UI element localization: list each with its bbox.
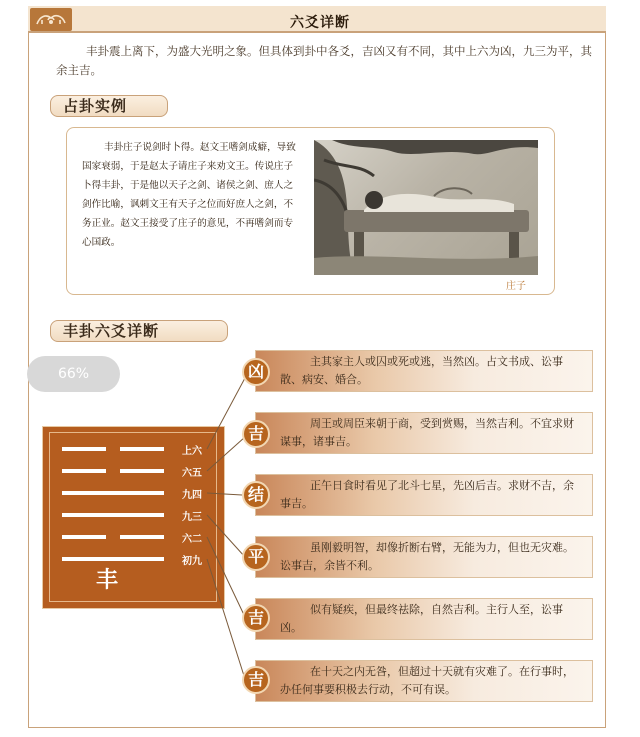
section-title-example: 占卦实例 (50, 95, 168, 117)
section-title-lines: 丰卦六爻详断 (50, 320, 228, 342)
verdict-badge: 吉 (242, 604, 270, 632)
progress-badge: 66% (27, 356, 120, 392)
intro-paragraph: 丰卦震上离下，为盛大光明之象。但具体到卦中各爻，吉凶又有不同，其中上六为凶，九三为平，其余主吉。 (56, 44, 592, 77)
line-description: 正午日食时看见了北斗七星，先凶后吉。求财不吉，余事吉。 (255, 474, 593, 516)
line-description: 虽刚毅明智，却像折断右臂，无能为力，但也无灾难。讼事吉，余皆不利。 (255, 536, 593, 578)
verdict-badge: 吉 (242, 420, 270, 448)
line-description: 周王或周臣来朝于商，受到赏赐，当然吉利。不宜求财谋事，诸事吉。 (255, 412, 593, 454)
verdict-badge: 吉 (242, 666, 270, 694)
line-label: 上六 (182, 446, 202, 457)
line-label: 初九 (182, 556, 202, 567)
verdict-badge: 平 (242, 543, 270, 571)
line-label: 九四 (182, 490, 202, 501)
hexagram-name: 丰 (96, 568, 119, 593)
line-description: 主其家主人或囚或死或逃，当然凶。占文书成、讼事散、病安、婚合。 (255, 350, 593, 392)
verdict-badge: 结 (242, 481, 270, 509)
line-description: 似有疑疾，但最终祛除，自然吉利。主行人至，讼事凶。 (255, 598, 593, 640)
line-label: 九三 (182, 512, 202, 523)
page-title: 六爻详断 (290, 15, 350, 31)
example-text: 丰卦庄子说剑时卜得。赵文王嗜剑成癖，导致国家衰弱，于是赵太子请庄子来劝文王。传说庄子卜得丰卦，于是他以天子之剑、诸侯之剑、庶人之剑作比喻，讽刺文王有天子之位而好庶人之剑，不务正业。赵文王接受了庄子的意见，不再嗜剑而专心国政。 (82, 142, 296, 248)
painting-caption: 庄子 (506, 281, 526, 292)
line-description: 在十天之内无咎，但超过十天就有灾难了。在行事时，办任何事要积极去行动，不可有误。 (255, 660, 593, 702)
verdict-badge: 凶 (242, 358, 270, 386)
line-label: 六五 (182, 468, 202, 479)
line-label: 六二 (182, 534, 202, 545)
